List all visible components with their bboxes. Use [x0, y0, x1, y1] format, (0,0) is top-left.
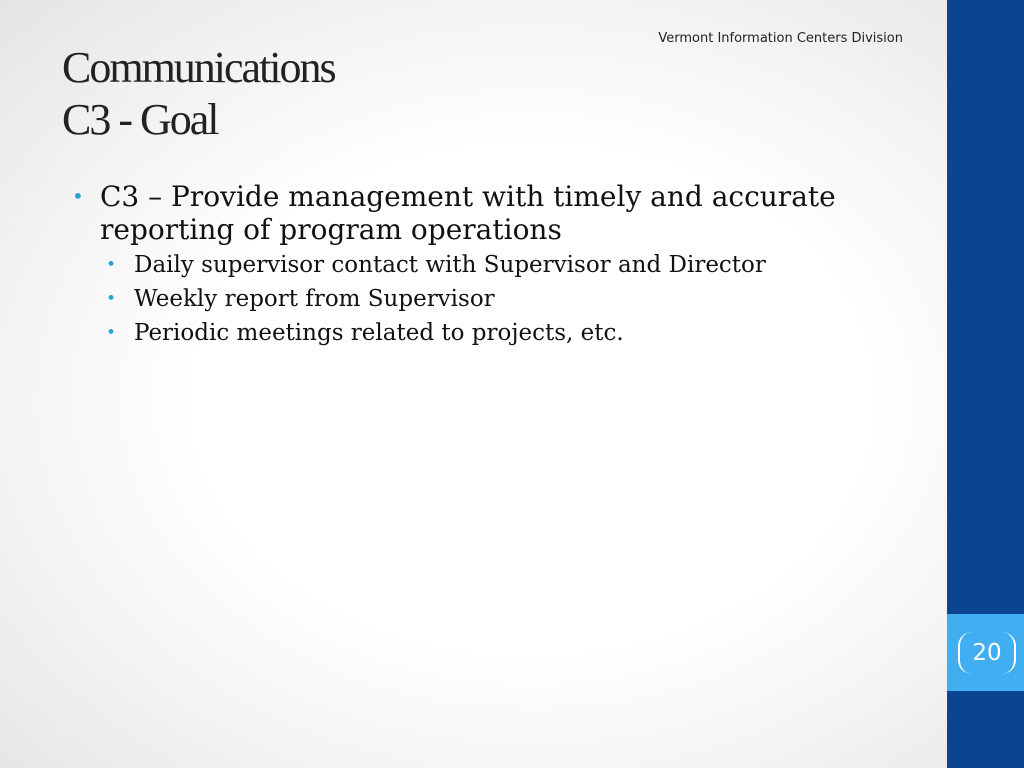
slide-content [72, 180, 912, 350]
sub-bullet [106, 316, 912, 350]
sub-bullet [106, 282, 912, 316]
page-number: 20 [958, 632, 1016, 674]
bullet-icon: • [106, 323, 117, 343]
slide-title [62, 42, 335, 146]
sub-bullet-text: Periodic meetings related to projects, etc. [134, 320, 624, 346]
bullet-icon: • [106, 255, 117, 275]
sub-bullet-list [72, 248, 912, 350]
sub-bullet [106, 248, 912, 282]
sub-bullet-text: Daily supervisor contact with Supervisor and Director [134, 252, 766, 278]
bullet-icon: • [106, 289, 117, 309]
sub-bullet-text: Weekly report from Supervisor [134, 286, 495, 312]
bullet-icon: • [72, 184, 84, 208]
main-bullet [72, 180, 912, 246]
title-line-1: Communications [62, 43, 335, 92]
organization-header: Vermont Information Centers Division [658, 31, 903, 46]
main-bullet-text: C3 – Provide management with timely and accurate reporting of program operations [100, 180, 836, 246]
title-line-2: C3 - Goal [62, 95, 218, 144]
